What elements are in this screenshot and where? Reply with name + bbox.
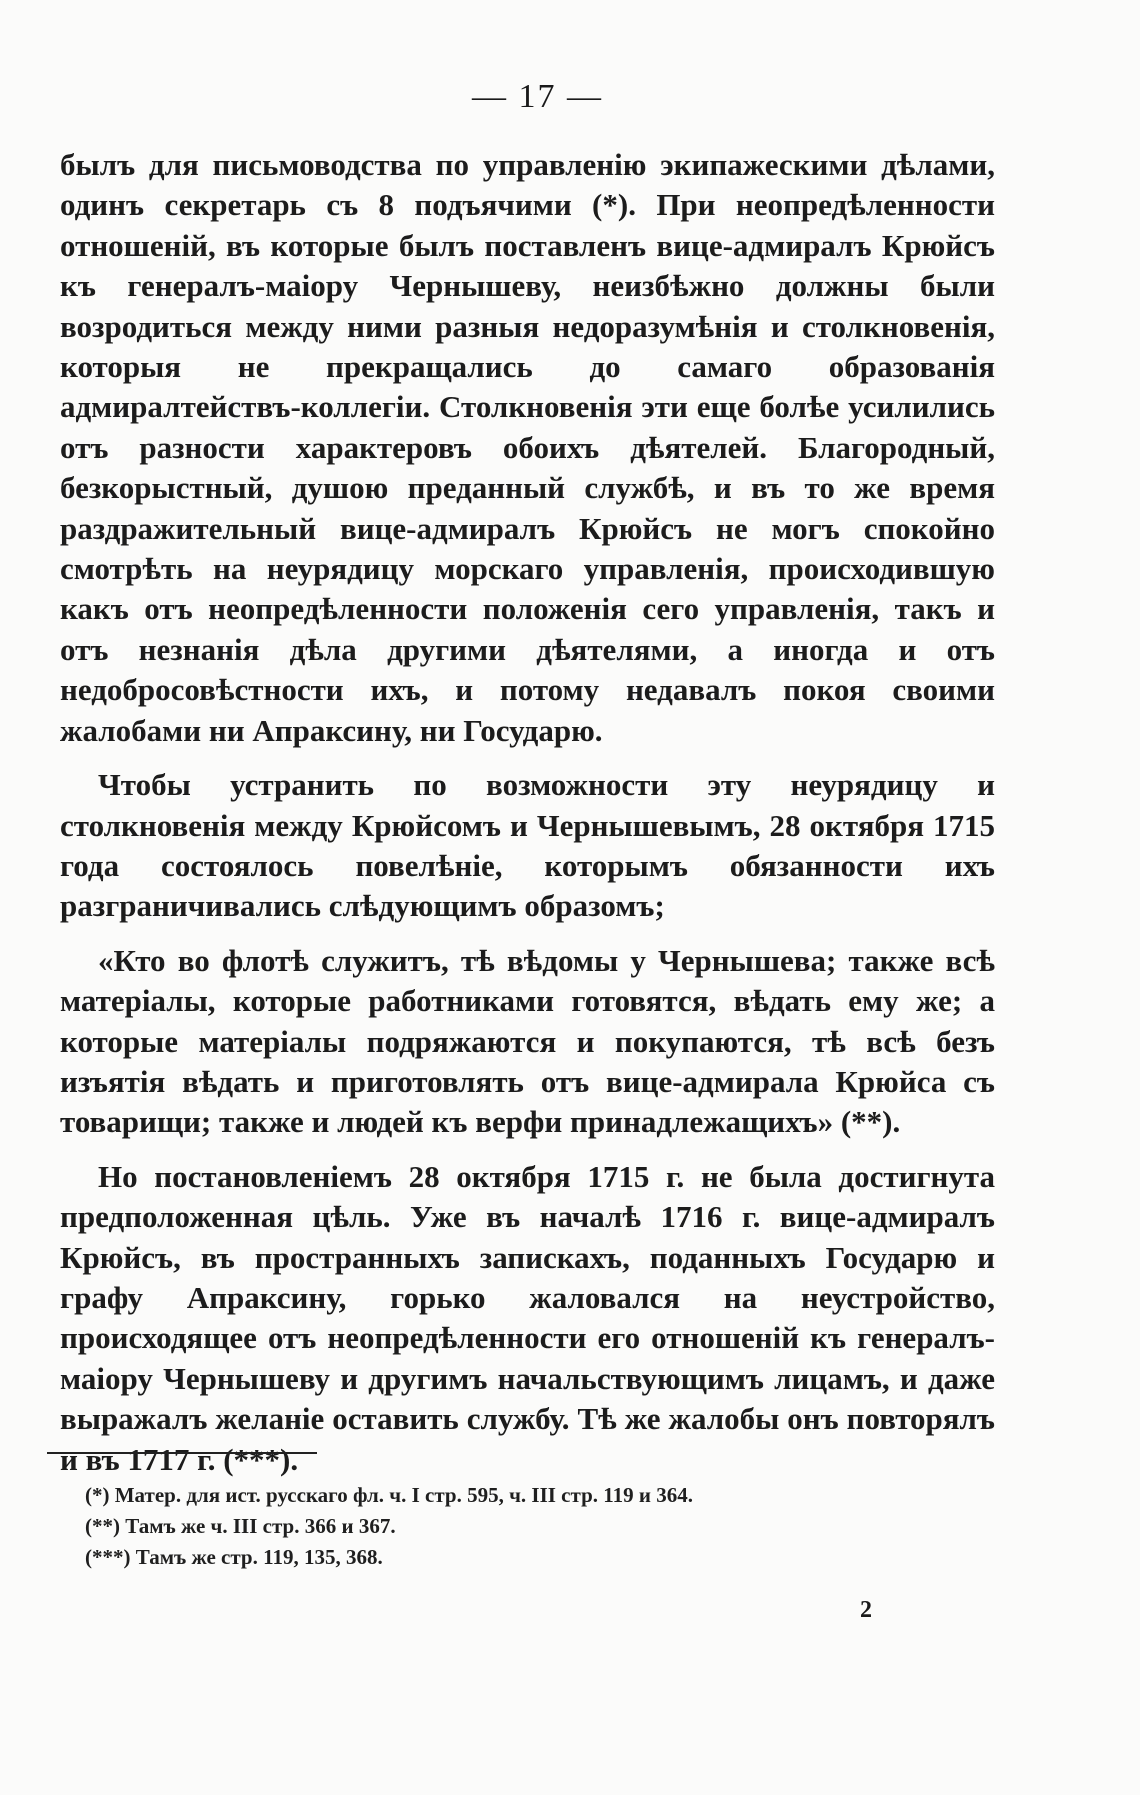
footnotes: [85, 1480, 985, 1573]
quoted-decree: «Кто во флотѣ служитъ, тѣ вѣдомы у Чернышева; также всѣ матеріалы, которые работниками готовятся, вѣдать ему же; а которые матеріалы подряжаются и покупаются, тѣ всѣ безъ изъятія вѣдать и приготовлять отъ вице-адмирала Крюйса съ товарищи; также и людей къ верфи принадлежащихъ» (**).: [60, 942, 995, 1140]
footnote: (*) Матер. для ист. русскаго фл. ч. I стр. 595, ч. III стр. 119 и 364.: [85, 1483, 693, 1507]
footnote-divider: [47, 1452, 317, 1454]
footnote: (**) Тамъ же ч. III стр. 366 и 367.: [85, 1514, 396, 1538]
paragraph: Чтобы устранить по возможности эту неурядицу и столкновенія между Крюйсомъ и Чернышевымъ, 28 октября 1715 года состоялось повелѣніе, которымъ обязанности ихъ разграничивались слѣдующимъ образомъ;: [60, 767, 995, 924]
page-number: — 17 —: [472, 78, 603, 115]
paragraph: былъ для письмоводства по управленію экипажескими дѣлами, одинъ секретарь съ 8 подъячими (*). При неопредѣленности отношеній, въ которые былъ поставленъ вице-адмиралъ Крюйсъ къ генералъ-маіору Чернышеву, неизбѣжно должны были возродиться между ними разныя недоразумѣнія и столкновенія, которыя не прекращались до самаго образованія адмиралтействъ-коллегіи. Столкновенія эти еще болѣе усилились отъ разности характеровъ обоихъ дѣятелей. Благородный, безкорыстный, душою преданный службѣ, и въ то же время раздражительный вице-адмиралъ Крюйсъ не могъ спокойно смотрѣть на неурядицу морскаго управленія, происходившую какъ отъ неопредѣленности положенія сего управленія, такъ и отъ незнанія дѣла другими дѣятелями, а иногда и отъ недобросовѣстности ихъ, и потому недавалъ покоя своими жалобами ни Апраксину, ни Государю.: [60, 147, 995, 748]
main-text: [60, 145, 995, 1494]
paragraph: Но постановленіемъ 28 октября 1715 г. не была достигнута предположенная цѣль. Уже въ началѣ 1716 г. вице-адмиралъ Крюйсъ, въ пространныхъ запискахъ, поданныхъ Государю и графу Апраксину, горько жаловался на неустройство, происходящее отъ неопредѣленности его отношеній къ генералъ-маіору Чернышеву и другимъ начальствующимъ лицамъ, и даже выражалъ желаніе оставить службу. Тѣ же жалобы онъ повторялъ и въ 1717 г. (***).: [60, 1158, 995, 1477]
printer-signature-mark: 2: [860, 1597, 872, 1623]
footnote: (***) Тамъ же стр. 119, 135, 368.: [85, 1545, 383, 1569]
